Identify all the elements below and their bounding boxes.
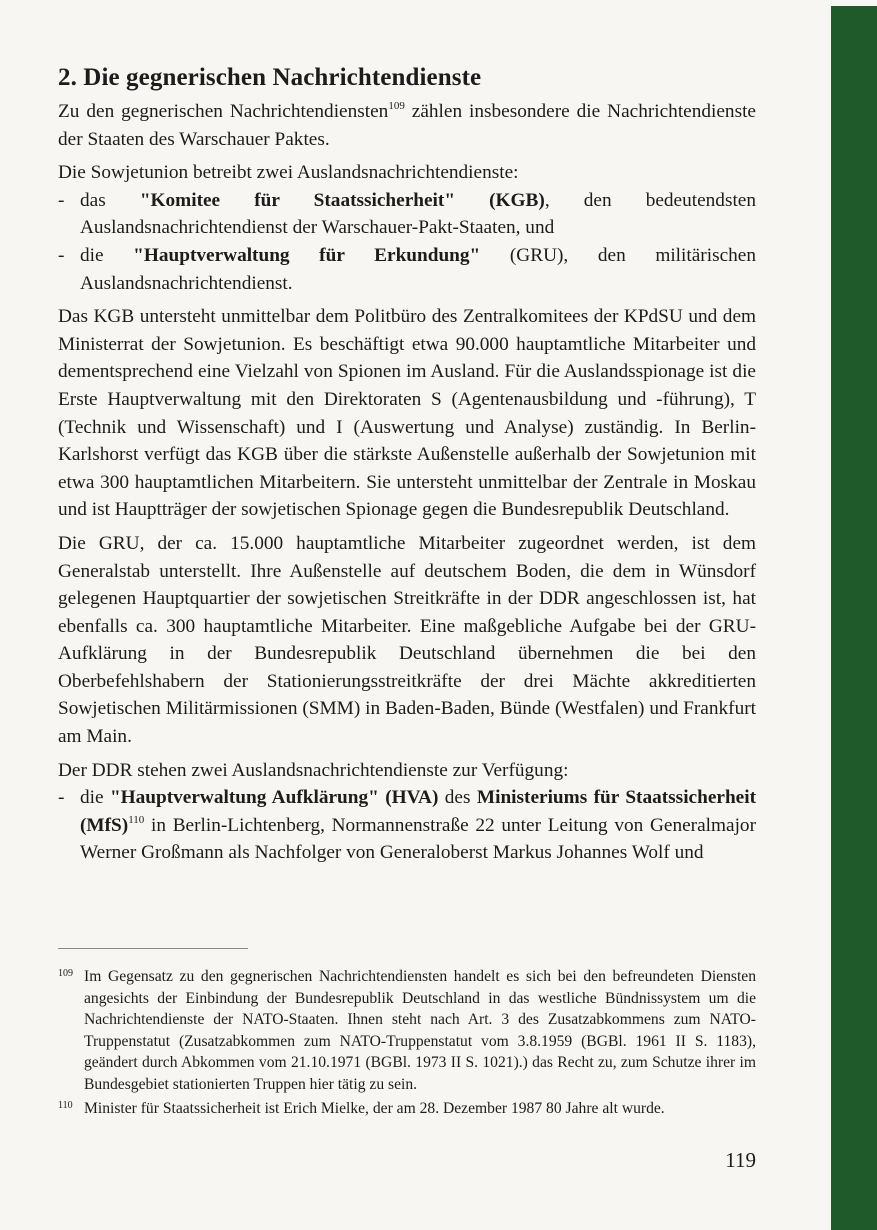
list-item-text: die [80, 787, 110, 809]
page-edge-bar [831, 6, 877, 1230]
list-item-text: , den bedeutendsten Auslandsnachrichtendienst der Warschauer-Pakt-Staaten, und [80, 189, 756, 239]
list-item [58, 784, 756, 867]
list-item-bold: "Hauptverwaltung Aufklärung" (HVA) [109, 787, 439, 809]
list-item-text: (GRU), den militärischen Auslandsnachrichtendienst. [80, 244, 756, 294]
footnote-110 [58, 1098, 756, 1120]
footnotes [58, 966, 756, 1121]
kgb-paragraph: Das KGB untersteht unmittelbar dem Politbüro des Zentralkomitees der KPdSU und dem Ministerrat der Sowjetunion. Es beschäftigt etwa 90.000 hauptamtliche Mitarbeiter und dementsprechend eine Vielzahl von Spionen im Ausland. Für die Auslandsspionage ist die Erste Hauptverwaltung mit den Direktoraten S (Agentenausbildung und -führung), T (Technik und Wissenschaft) und I (Auswertung und Analyse) zuständig. In Berlin-Karlshorst verfügt das KGB über die stärkste Außenstelle außerhalb der Sowjetunion mit etwa 300 hauptamtlichen Mitarbeitern. Sie untersteht unmittelbar der Zentrale in Moskau und ist Hauptträger der sowjetischen Spionage gegen die Bundesrepublik Deutschland. [58, 306, 756, 521]
ddr-services-list [58, 784, 756, 867]
page-body [58, 62, 756, 867]
list-item [58, 242, 756, 297]
section-heading: 2. Die gegnerischen Nachrichtendienste [58, 64, 482, 91]
ddr-intro: Der DDR stehen zwei Auslandsnachrichtendienste zur Verfügung: [58, 759, 569, 781]
list-item [58, 187, 756, 242]
footnote-divider [58, 948, 248, 949]
list-item-text: des [438, 787, 477, 809]
page-number: 119 [725, 1148, 756, 1172]
soviet-intro: Die Sowjetunion betreibt zwei Auslandsnachrichtendienste: [58, 162, 519, 184]
list-item-bold: Ministeriums für Staatssicherheit (MfS) [80, 787, 757, 836]
footnote-ref-110[interactable]: 110 [128, 813, 145, 826]
footnote-ref-109[interactable]: 109 [388, 100, 405, 112]
list-item-bold: "Komitee für Staatssicherheit" (KGB) [139, 189, 545, 211]
intro-text-cont: zählen insbesondere die Nachrichtendienste der Staaten des Warschauer Paktes. [58, 101, 756, 150]
footnote-text: Im Gegensatz zu den gegnerischen Nachrichtendiensten handelt es sich bei den befreundeten Diensten angesichts der Einbindung der Bundesrepublik Deutschland in das westliche Bündnissystem um die Nachrichtendienste der NATO-Staaten. Ihnen steht nach Art. 3 des Zusatzabkommens zum NATO-Truppenstatut (Zusatzabkommen zum NATO-Truppenstatut vom 3.8.1959 (BGBl. 1961 II S. 1183), geändert durch Abkommen vom 21.10.1971 (BGBl. 1973 II S. 1021).) das Recht zu, zum Schutze ihrer im Bundesgebiet stationierten Truppen hier tätig zu sein. [84, 968, 756, 1093]
gru-paragraph: Die GRU, der ca. 15.000 hauptamtliche Mitarbeiter zugeordnet werden, ist dem Generalstab unterstellt. Ihre Außenstelle auf deutschem Boden, die dem in Wünsdorf gelegenen Hauptquartier der sowjetischen Streitkräfte in der DDR angeschlossen ist, hat ebenfalls ca. 300 hauptamtliche Mitarbeiter. Eine maßgebliche Aufgabe bei der GRU-Aufklärung in der Bundesrepublik Deutschland übernehmen die bei den Oberbefehlshabern der Stationierungsstreitkräfte der drei Mächte akkreditierten Sowjetischen Militärmissionen (SMM) in Baden-Baden, Bünde (Westfalen) und Frankfurt am Main. [58, 532, 756, 748]
footnote-text: Minister für Staatssicherheit ist Erich Mielke, der am 28. Dezember 1987 80 Jahre alt wurde. [84, 1099, 665, 1117]
list-item-bold: "Hauptverwaltung für Erkundung" [133, 244, 481, 266]
footnote-number: 109 [58, 968, 73, 979]
list-item-text: die [80, 244, 134, 266]
list-item-text: in Berlin-Lichtenberg, Normannenstraße 22 unter Leitung von Generalmajor Werner Großmann als Nachfolger von Generaloberst Markus Johannes Wolf und [80, 814, 756, 864]
soviet-services-list [58, 187, 756, 297]
list-item-text: das [80, 189, 140, 211]
intro-text: Zu den gegnerischen Nachrichtendiensten [58, 101, 389, 122]
footnote-109 [58, 966, 756, 1096]
footnote-number: 110 [58, 1099, 73, 1111]
intro-paragraph [58, 98, 756, 153]
